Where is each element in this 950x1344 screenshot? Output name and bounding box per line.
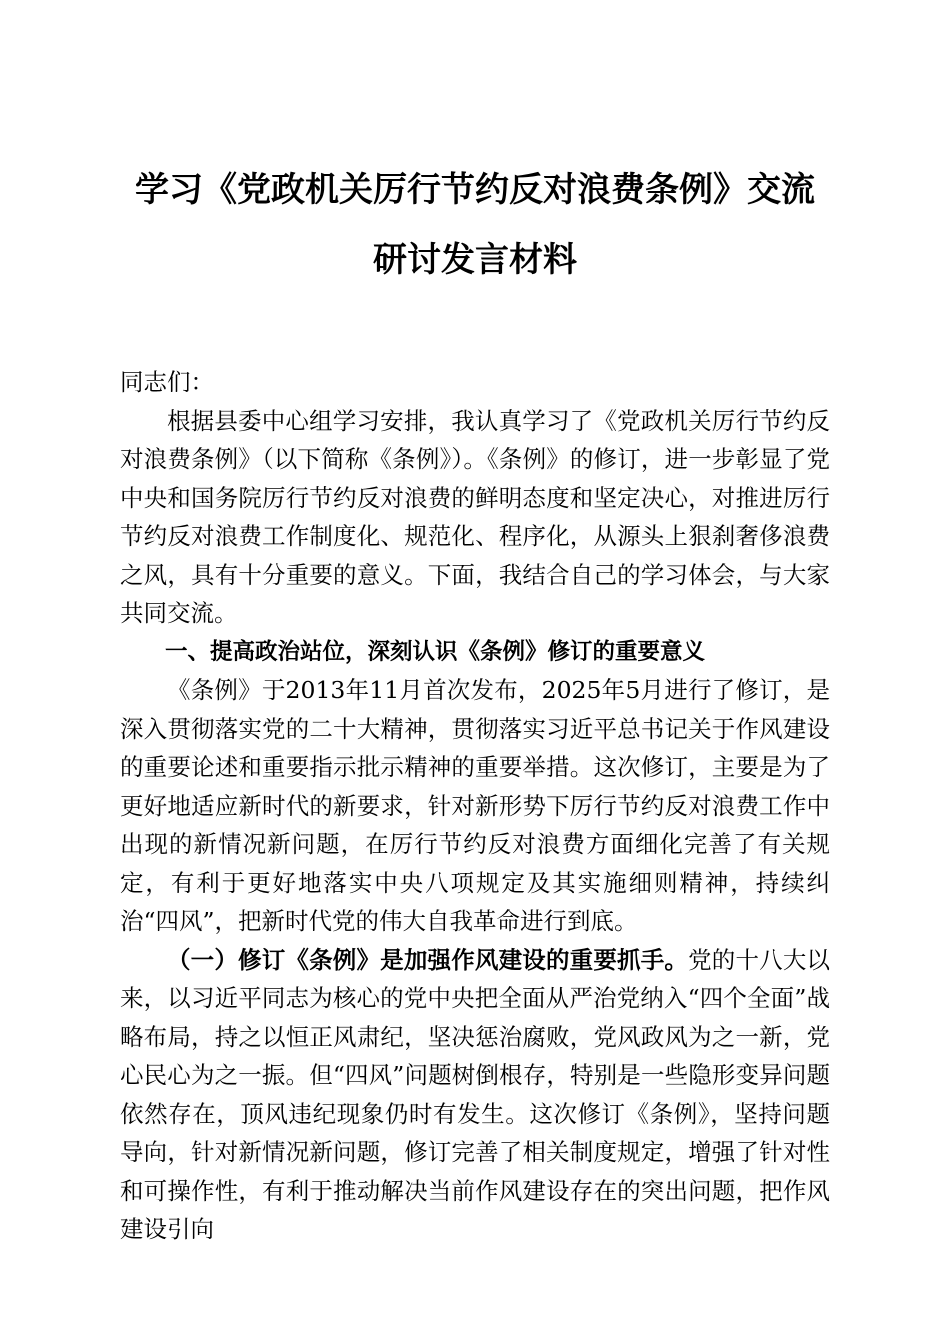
subsection-1-text: 党的十八大以来，以习近平同志为核心的党中央把全面从严治党纳入“四个全面”战略布局，持之以恒正风肃纪，坚决惩治腐败，党风政风为之一新，党心民心为之一振。但“四风”问题树倒根存，特别是一些隐形变异问题依然存在，顶风违纪现象仍时有发生。这次修订《条例》，坚持问题导向，针对新情况新问题，修订完善了相关制度规定，增强了针对性和可操作性，有利于推动解决当前作风建设存在的突出问题，把作风建设引向 — [120, 945, 831, 1243]
subsection-1-paragraph — [120, 941, 830, 1249]
section-1-heading: 一、提高政治站位，深刻认识《条例》修订的重要意义 — [165, 638, 706, 665]
document-title-line-1: 学习《党政机关厉行节约反对浪费条例》交流 — [135, 170, 815, 210]
document-title-line-2: 研讨发言材料 — [373, 240, 577, 280]
intro-paragraph: 根据县委中心组学习安排，我认真学习了《党政机关厉行节约反对浪费条例》（以下简称《条例》）。《条例》的修订，进一步彰显了党中央和国务院厉行节约反对浪费的鲜明态度和坚定决心，对推进厉行节约反对浪费工作制度化、规范化、程序化，从源头上狠刹奢侈浪费之风，具有十分重要的意义。下面，我结合自己的学习体会，与大家共同交流。 — [120, 406, 830, 627]
salutation: 同志们： — [120, 368, 214, 396]
subsection-1-lead: （一）修订《条例》是加强作风建设的重要抓手。 — [167, 945, 689, 974]
section-1-paragraph: 《条例》于2013年11月首次发布，2025年5月进行了修订，是深入贯彻落实党的二十大精神，贯彻落实习近平总书记关于作风建设的重要论述和重要指示批示精神的重要举措。这次修订，主要是为了更好地适应新时代的新要求，针对新形势下厉行节约反对浪费工作中出现的新情况新问题，在厉行节约反对浪费方面细化完善了有关规定，有利于更好地落实中央八项规定及其实施细则精神，持续纠治“四风”，把新时代党的伟大自我革命进行到底。 — [120, 676, 830, 935]
document-body — [120, 363, 830, 1249]
